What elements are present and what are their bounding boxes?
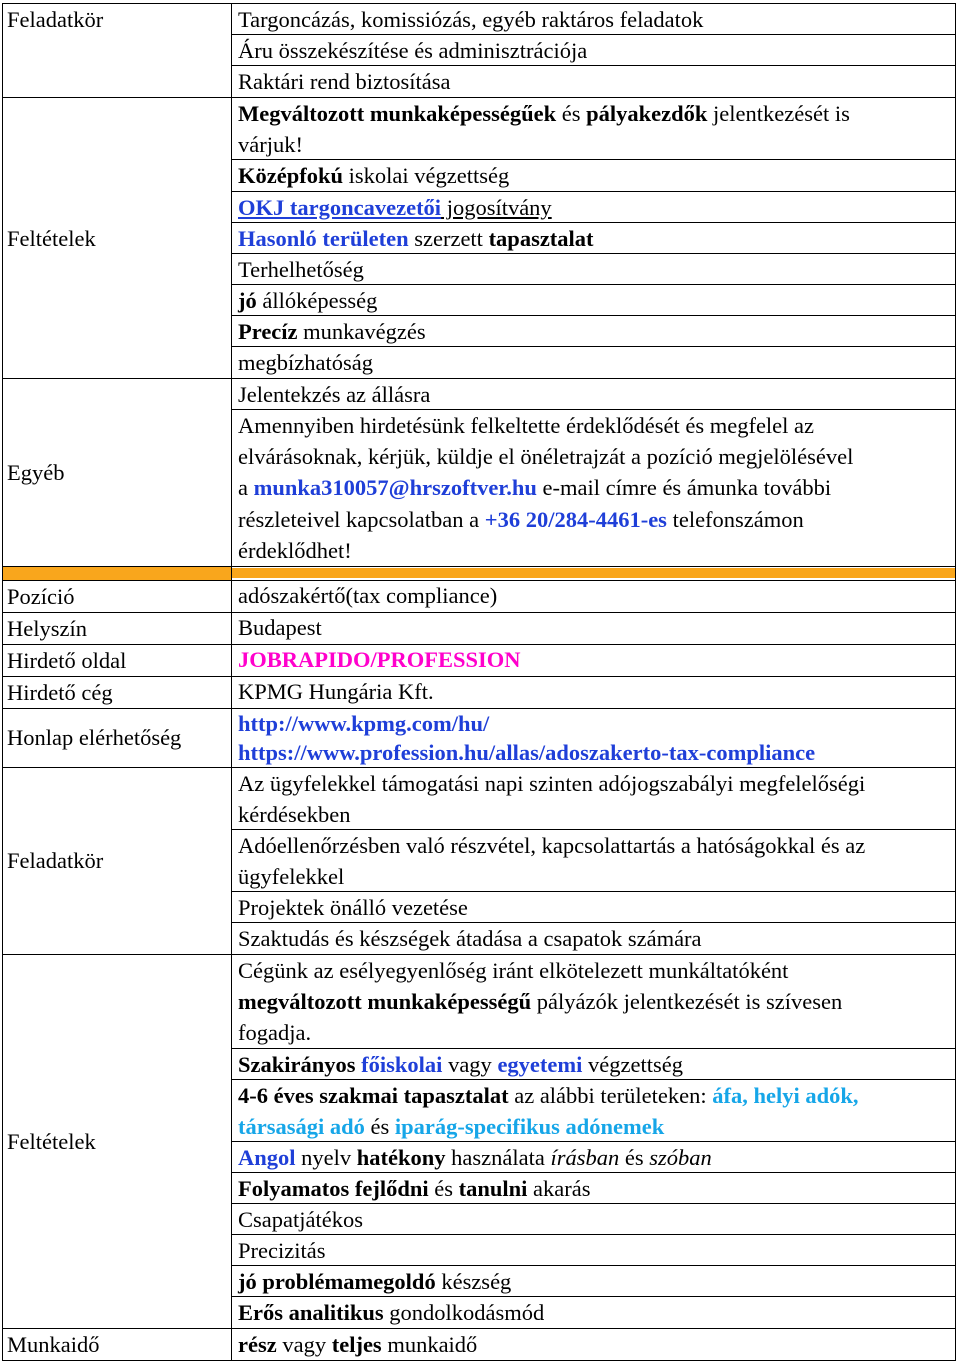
equal-opp-1: Cégünk az esélyegyenlőség iránt elkötelezett munkáltatóként [238, 958, 789, 984]
job-listing-table [2, 3, 956, 1361]
task2-2b: ügyfelekkel [232, 861, 955, 892]
notice-tail: jelentkezését is [707, 101, 850, 127]
label-egyeb: Egyéb [3, 379, 232, 567]
row-feltetelek-1 [3, 98, 956, 379]
hours-mid: vagy [276, 1331, 332, 1357]
precise-bold: Precíz [238, 318, 298, 344]
lang-english: Angol [238, 1144, 296, 1170]
experience-blue: Hasonló területen [238, 225, 409, 251]
problem-bold: jó problémamegoldó [238, 1269, 436, 1295]
growth-mid: és [428, 1175, 459, 1201]
value-helyszin [232, 612, 956, 644]
task2-4: Szaktudás és készségek átadása a csapatok számára [238, 926, 702, 952]
section-separator [3, 566, 956, 580]
location-value: Budapest [238, 615, 322, 641]
task2-2a: Adóellenőrzésben való részvétel, kapcsolattartás a hatóságokkal és az [238, 832, 866, 858]
lang-spoken: szóban [649, 1144, 712, 1170]
exp-areas-3: iparág-specifikus adónemek [394, 1113, 665, 1139]
req2-language [232, 1142, 955, 1173]
row-hirdeto-oldal [3, 644, 956, 676]
task-item: Áru összekészítése és adminisztrációja [232, 35, 955, 66]
row-hirdeto-ceg [3, 676, 956, 708]
analytic-rest: gondolkodásmód [383, 1300, 545, 1326]
apply-text-3a: a [238, 475, 254, 501]
value-feltetelek-1 [232, 98, 956, 379]
req2-growth [232, 1173, 955, 1204]
exp-bold: 4-6 éves szakmai tapasztalat [238, 1082, 509, 1108]
value-pozicio [232, 580, 956, 612]
label-pozicio: Pozíció [3, 580, 232, 612]
equal-opp-rest: pályázók jelentkezését is szívesen [531, 989, 843, 1015]
notice-line [232, 98, 955, 129]
edu-university: egyetemi [497, 1051, 583, 1077]
stamina-rest: állóképesség [256, 287, 378, 313]
separator-left [3, 566, 232, 580]
label-feltetelek-1: Feltételek [3, 98, 232, 379]
req-license [232, 192, 955, 223]
license-rest: jogosítvány [441, 194, 552, 220]
task2-1b: kérdésekben [232, 799, 955, 830]
edu-college: főiskolai [361, 1051, 443, 1077]
req2-precision: Precizitás [232, 1235, 955, 1266]
experience-bold: tapasztalat [488, 225, 594, 251]
apply-text-5: érdeklődhet! [238, 537, 352, 563]
source-site-value: JOBRAPIDO/PROFESSION [238, 647, 521, 673]
exp-areas-1: áfa, helyi adók, [712, 1082, 859, 1108]
apply-text-3 [232, 472, 955, 503]
experience-mid: szerzett [408, 225, 489, 251]
label-munkaido: Munkaidő [3, 1329, 232, 1361]
exp-and: és [364, 1113, 395, 1139]
company-website-link[interactable]: http://www.kpmg.com/hu/ [238, 710, 490, 736]
growth-bold-1: Folyamatos fejlődni [238, 1175, 429, 1201]
value-feladatkor-1 [232, 4, 956, 98]
lang-written: írásban [550, 1144, 620, 1170]
req2-analytic [232, 1297, 955, 1328]
value-egyeb [232, 379, 956, 567]
task2-1a: Az ügyfelekkel támogatási napi szinten adójogszabályi megfelelőségi [238, 770, 866, 796]
hours-full: teljes [331, 1331, 382, 1357]
contact-email-link[interactable]: munka310057@hrszoftver.hu [253, 475, 537, 501]
exp-mid: az alábbi területeken: [508, 1082, 713, 1108]
precise-rest: munkavégzés [297, 318, 426, 344]
req2-team: Csapatjátékos [232, 1204, 955, 1235]
row-pozicio [3, 580, 956, 612]
apply-text-4a: részleteivel kapcsolatban a [238, 506, 485, 532]
notice-mid: és [556, 101, 587, 127]
apply-text-1: Amennyiben hirdetésünk felkeltette érdeklődését és megfelel az [238, 413, 815, 439]
company-value: KPMG Hungária Kft. [238, 679, 434, 705]
req2-experience-1 [232, 1080, 955, 1111]
value-honlap [232, 708, 956, 767]
value-munkaido [232, 1329, 956, 1361]
row-egyeb [3, 379, 956, 567]
value-feladatkor-2 [232, 767, 956, 955]
label-feladatkor-1: Feladatkör [3, 4, 232, 98]
req-precise [232, 316, 955, 347]
equal-opp-bold: megváltozott munkaképességű [238, 989, 532, 1015]
label-helyszin: Helyszín [3, 612, 232, 644]
growth-bold-2: tanulni [458, 1175, 528, 1201]
req-education-bold: Középfokú [238, 163, 344, 189]
value-hirdeto-ceg [232, 676, 956, 708]
edu-bold: Szakirányos [238, 1051, 356, 1077]
lang-mid: nyelv [295, 1144, 357, 1170]
problem-rest: készség [435, 1269, 512, 1295]
task2-3: Projektek önálló vezetése [232, 892, 955, 923]
apply-text-3b: e-mail címre és ámunka további [536, 475, 832, 501]
task-item: Raktári rend biztosítása [238, 69, 451, 95]
row-helyszin [3, 612, 956, 644]
working-hours-value [232, 1330, 955, 1360]
separator-stripe [232, 568, 955, 578]
notice-bold-2: pályakezdők [586, 101, 708, 127]
label-feltetelek-2: Feltételek [3, 955, 232, 1329]
task-item: Targoncázás, komissiózás, egyéb raktáros feladatok [232, 4, 955, 35]
req2-education [232, 1049, 955, 1080]
edu-rest: végzettség [582, 1051, 683, 1077]
job-posting-link[interactable]: https://www.profession.hu/allas/adoszakerto-tax-compliance [238, 739, 816, 765]
position-value: adószakértő(tax compliance) [238, 583, 498, 609]
value-feltetelek-2 [232, 955, 956, 1329]
exp-areas-2: társasági adó [238, 1113, 365, 1139]
label-feladatkor-2: Feladatkör [3, 767, 232, 955]
hours-part: rész [238, 1331, 277, 1357]
row-munkaido [3, 1329, 956, 1361]
apply-title: Jelentekzés az állásra [232, 379, 955, 410]
stamina-bold: jó [238, 287, 257, 313]
equal-opp-2 [232, 986, 955, 1017]
lang-and: és [619, 1144, 650, 1170]
req-stamina [232, 285, 955, 316]
lang-mid2: használata [445, 1144, 551, 1170]
edu-mid: vagy [442, 1051, 498, 1077]
notice-wrap: várjuk! [232, 129, 955, 160]
notice-bold-1: Megváltozott munkaképességűek [238, 101, 557, 127]
apply-text-4 [232, 504, 955, 535]
req2-problem [232, 1266, 955, 1297]
req-reliable: megbízhatóság [238, 350, 373, 376]
hours-rest: munkaidő [381, 1331, 478, 1357]
row-honlap [3, 708, 956, 767]
row-feladatkor-1 [3, 4, 956, 98]
req-education [232, 160, 955, 191]
row-feltetelek-2 [3, 955, 956, 1329]
separator-right [232, 566, 956, 580]
req-education-rest: iskolai végzettség [343, 163, 510, 189]
label-honlap: Honlap elérhetőség [3, 708, 232, 767]
equal-opp-3: fogadja. [232, 1017, 955, 1048]
value-hirdeto-oldal [232, 644, 956, 676]
lang-bold: hatékony [356, 1144, 446, 1170]
req-experience [232, 223, 955, 254]
req-load: Terhelhetőség [232, 254, 955, 285]
req2-experience-2 [232, 1111, 955, 1142]
apply-text-2: elvárásoknak, kérjük, küldje el önéletrajzát a pozíció megjelölésével [238, 444, 854, 470]
contact-phone: +36 20/284-4461-es [484, 506, 667, 532]
analytic-bold: Erős analitikus [238, 1300, 384, 1326]
row-feladatkor-2 [3, 767, 956, 955]
apply-text-4b: telefonszámon [666, 506, 804, 532]
label-hirdeto-ceg: Hirdető cég [3, 676, 232, 708]
label-hirdeto-oldal: Hirdető oldal [3, 644, 232, 676]
license-link[interactable]: OKJ targoncavezetői [238, 194, 442, 220]
growth-rest: akarás [527, 1175, 591, 1201]
